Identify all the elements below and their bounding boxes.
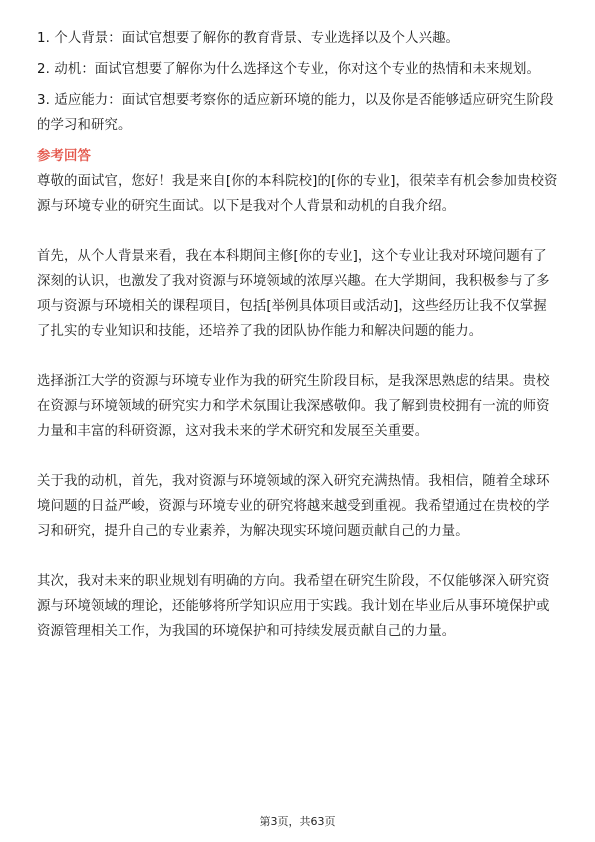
paragraph-gap: [37, 444, 560, 469]
answer-paragraph-motivation: 关于我的动机，首先，我对资源与环境领域的深入研究充满热情。我相信，随着全球环境问题的日益严峻，资源与环境专业的研究将越来越受到重视。我希望通过在贵校的学习和研究，提升自己的专业素养，为解决现实环境问题贡献自己的力量。: [37, 474, 550, 539]
answer-paragraph-greeting: 尊敬的面试官，您好！我是来自[你的本科院校]的[你的专业]，很荣幸有机会参加贵校资源与环境专业的研究生面试。以下是我对个人背景和动机的自我介绍。: [37, 174, 558, 214]
answer-paragraph-background: 首先，从个人背景来看，我在本科期间主修[你的专业]，这个专业让我对环境问题有了深刻的认识，也激发了我对资源与环境领域的浓厚兴趣。在大学期间，我积极参与了多项与资源与环境相关的课程项目，包括[举例具体项目或活动]，这些经历让我不仅掌握了扎实的专业知识和技能，还培养了我的团队协作能力和解决问题的能力。: [37, 249, 550, 339]
paragraph-gap: [37, 219, 560, 244]
paragraph-gap: [37, 344, 560, 369]
question-item-personal-background: 1. 个人背景：面试官想要了解你的教育背景、专业选择以及个人兴趣。: [37, 31, 460, 46]
page-content: [37, 26, 560, 644]
question-item-motivation: 2. 动机：面试官想要了解你为什么选择这个专业，你对这个专业的热情和未来规划。: [37, 62, 540, 77]
paragraph-gap: [37, 544, 560, 569]
answer-paragraph-choice: 选择浙江大学的资源与环境专业作为我的研究生阶段目标，是我深思熟虑的结果。贵校在资源与环境领域的研究实力和学术氛围让我深感敬仰。我了解到贵校拥有一流的师资力量和丰富的科研资源，这对我未来的学术研究和发展至关重要。: [37, 374, 550, 439]
question-item-adaptability: 3. 适应能力：面试官想要考察你的适应新环境的能力，以及你是否能够适应研究生阶段的学习和研究。: [37, 93, 554, 133]
answer-section-title: 参考回答: [37, 149, 91, 164]
page-number-footer: 第3页，共63页: [259, 815, 336, 828]
answer-paragraph-career: 其次，我对未来的职业规划有明确的方向。我希望在研究生阶段，不仅能够深入研究资源与环境领域的理论，还能够将所学知识应用于实践。我计划在毕业后从事环境保护或资源管理相关工作，为我国的环境保护和可持续发展贡献自己的力量。: [37, 574, 550, 639]
